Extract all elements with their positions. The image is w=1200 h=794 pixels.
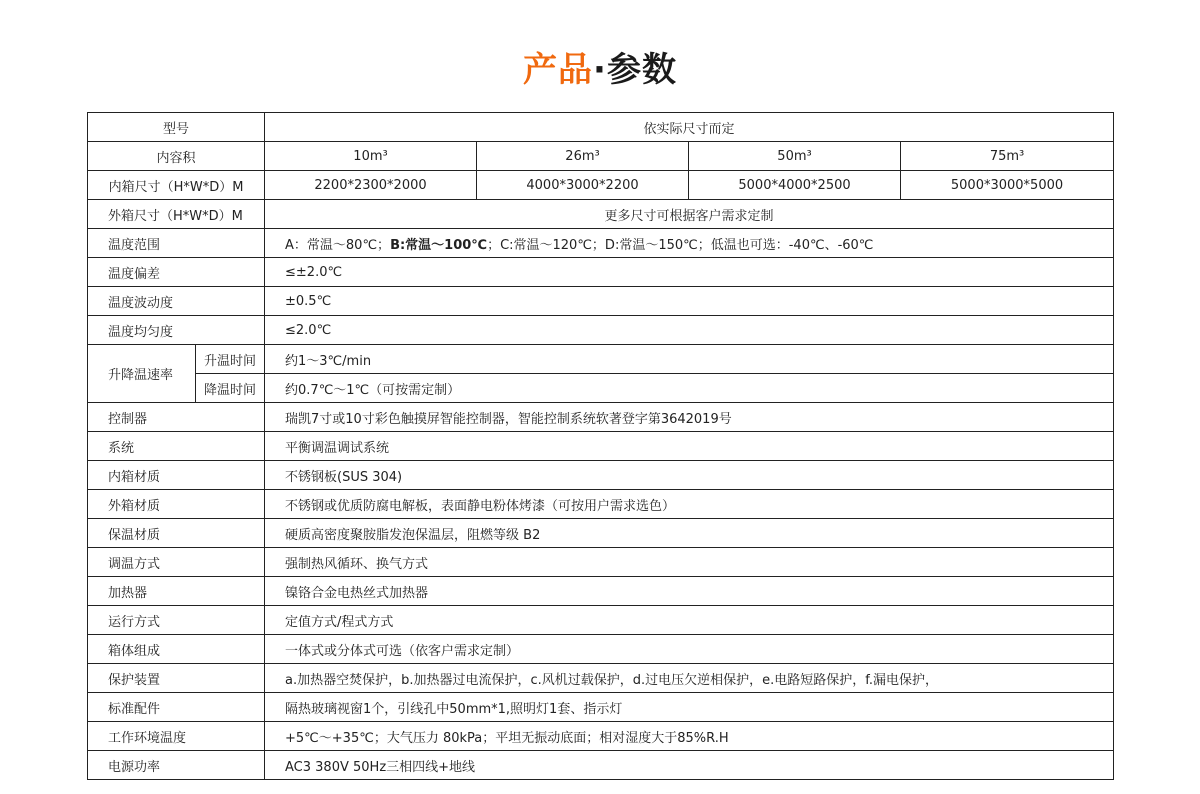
row-label: 温度范围: [88, 229, 265, 258]
table-row: [88, 374, 1114, 403]
row-label: 调温方式: [88, 548, 265, 577]
row-label: 外箱材质: [88, 490, 265, 519]
row-value: 平衡调温调试系统: [265, 432, 1114, 461]
table-row: [88, 171, 1114, 200]
table-row: [88, 142, 1114, 171]
table-row: [88, 635, 1114, 664]
row-label: 控制器: [88, 403, 265, 432]
title-highlight: 产品: [523, 50, 594, 90]
row-label: 温度偏差: [88, 258, 265, 287]
row-label: 温度波动度: [88, 287, 265, 316]
row-value: a.加热器空焚保护，b.加热器过电流保护，c.风机过载保护，d.过电压欠逆相保护，e.电路短路保护，f.漏电保护，: [265, 664, 1114, 693]
row-label: 外箱尺寸（H*W*D）M: [88, 200, 265, 229]
row-label: 内箱材质: [88, 461, 265, 490]
table-row: [88, 693, 1114, 722]
row-label: 箱体组成: [88, 635, 265, 664]
table-row: [88, 432, 1114, 461]
size-cell: 2200*2300*2000: [265, 171, 477, 200]
row-value: 隔热玻璃视窗1个，引线孔中50mm*1,照明灯1套、指示灯: [265, 693, 1114, 722]
sub-label: 升温时间: [196, 345, 265, 374]
row-label: 加热器: [88, 577, 265, 606]
volume-cell: 75m³: [901, 142, 1114, 171]
table-row: [88, 258, 1114, 287]
table-row: [88, 606, 1114, 635]
row-value: 一体式或分体式可选（依客户需求定制）: [265, 635, 1114, 664]
row-value: AC3 380V 50Hz三相四线+地线: [265, 751, 1114, 780]
row-value: [265, 229, 1114, 258]
table-row: [88, 548, 1114, 577]
row-label: 型号: [88, 113, 265, 142]
range-rest: ；C:常温～120℃；D:常温～150℃；低温也可选：-40℃、-60℃: [487, 237, 874, 253]
row-label: 升降温速率: [88, 345, 196, 403]
row-value: 约1～3℃/min: [265, 345, 1114, 374]
table-row: [88, 664, 1114, 693]
row-label: 内箱尺寸（H*W*D）M: [88, 171, 265, 200]
table-row: [88, 519, 1114, 548]
row-label: 电源功率: [88, 751, 265, 780]
row-value: 更多尺寸可根据客户需求定制: [265, 200, 1114, 229]
range-b: B:常温～100℃: [390, 237, 488, 253]
table-row: [88, 287, 1114, 316]
row-label: 保护装置: [88, 664, 265, 693]
row-label: 运行方式: [88, 606, 265, 635]
table-row: [88, 751, 1114, 780]
volume-cell: 26m³: [477, 142, 689, 171]
size-cell: 4000*3000*2200: [477, 171, 689, 200]
table-row: [88, 200, 1114, 229]
table-row: [88, 403, 1114, 432]
sub-label: 降温时间: [196, 374, 265, 403]
table-row: [88, 345, 1114, 374]
page-title: [0, 42, 1200, 91]
row-value: ≤±2.0℃: [265, 258, 1114, 287]
row-value: 硬质高密度聚胺脂发泡保温层，阻燃等级 B2: [265, 519, 1114, 548]
row-value: ≤2.0℃: [265, 316, 1114, 345]
row-value: ±0.5℃: [265, 287, 1114, 316]
table-row: [88, 316, 1114, 345]
size-cell: 5000*3000*5000: [901, 171, 1114, 200]
row-value: 不锈钢或优质防腐电解板，表面静电粉体烤漆（可按用户需求选色）: [265, 490, 1114, 519]
table-row: [88, 577, 1114, 606]
volume-cell: 10m³: [265, 142, 477, 171]
row-label: 温度均匀度: [88, 316, 265, 345]
size-cell: 5000*4000*2500: [689, 171, 901, 200]
row-label: 系统: [88, 432, 265, 461]
row-value: 不锈钢板(SUS 304): [265, 461, 1114, 490]
spec-table: [87, 112, 1114, 780]
table-row: [88, 229, 1114, 258]
row-value: 瑞凯7寸或10寸彩色触摸屏智能控制器，智能控制系统软著登字第3642019号: [265, 403, 1114, 432]
row-label: 保温材质: [88, 519, 265, 548]
row-value: 强制热风循环、换气方式: [265, 548, 1114, 577]
table-row: [88, 113, 1114, 142]
row-value: 约0.7℃～1℃（可按需定制）: [265, 374, 1114, 403]
table-row: [88, 490, 1114, 519]
range-a: A：常温～80℃；: [285, 237, 391, 253]
volume-cell: 50m³: [689, 142, 901, 171]
row-label: 工作环境温度: [88, 722, 265, 751]
row-value: 依实际尺寸而定: [265, 113, 1114, 142]
row-value: +5℃～+35℃；大气压力 80kPa；平坦无振动底面；相对湿度大于85%R.H: [265, 722, 1114, 751]
row-label: 内容积: [88, 142, 265, 171]
row-value: 定值方式/程式方式: [265, 606, 1114, 635]
title-rest: ·参数: [593, 50, 677, 90]
table-row: [88, 722, 1114, 751]
row-label: 标准配件: [88, 693, 265, 722]
table-row: [88, 461, 1114, 490]
row-value: 镍铬合金电热丝式加热器: [265, 577, 1114, 606]
